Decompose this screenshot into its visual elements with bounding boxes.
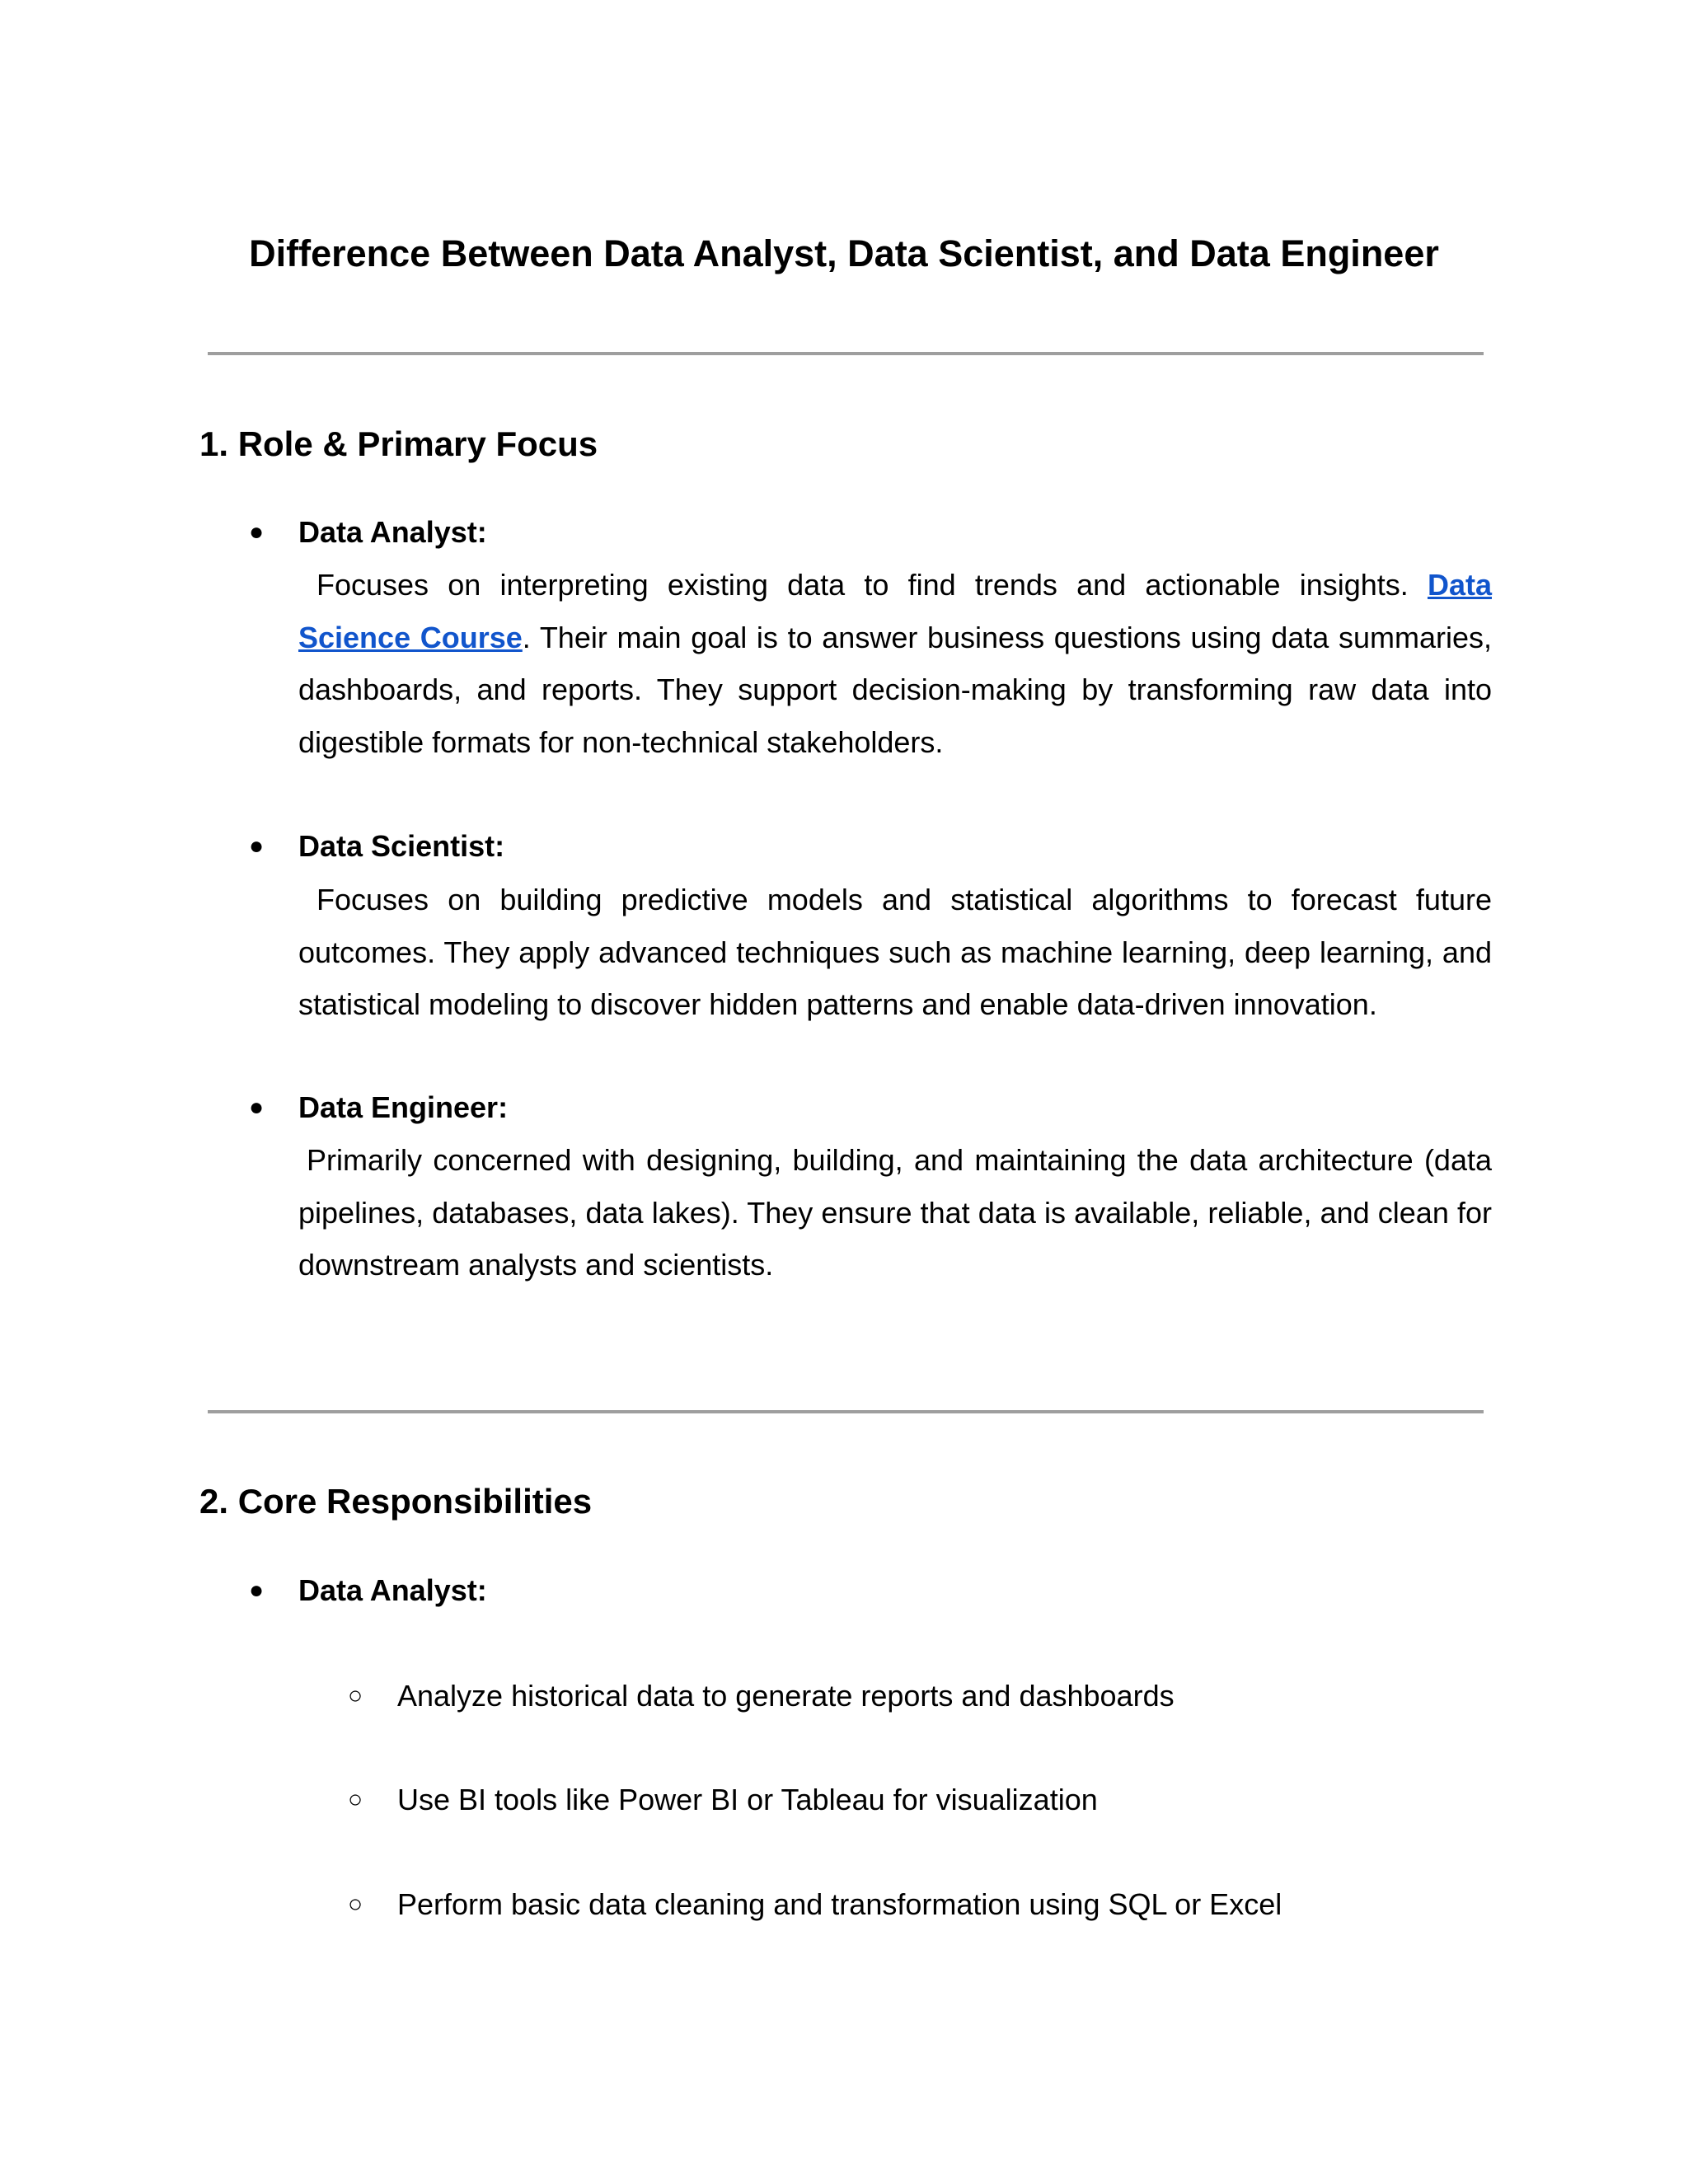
bullet-icon: ● [249,1577,265,1604]
paragraph-text: Focuses on interpreting existing data to find trends and actionable insights. [316,568,1428,602]
bullet-icon: ● [249,832,265,860]
horizontal-divider [208,1410,1484,1413]
item-label-data-analyst: Data Analyst: [298,515,487,549]
sub-bullet-icon: ○ [348,1891,363,1918]
paragraph-data-analyst [298,559,1492,768]
bullet-icon: ● [249,1094,265,1121]
data-science-course-link[interactable]: Data Science Course [298,568,1492,654]
paragraph-data-scientist [298,874,1492,1031]
list-item: Perform basic data cleaning and transformation using SQL or Excel [397,1887,1282,1921]
sub-bullet-icon: ○ [348,1682,363,1709]
document-title: Difference Between Data Analyst, Data Scientist, and Data Engineer [249,232,1439,274]
item-label-data-scientist: Data Scientist: [298,829,505,863]
list-item: Use BI tools like Power BI or Tableau for visualization [397,1783,1098,1816]
paragraph-data-engineer [298,1134,1492,1291]
sub-bullet-icon: ○ [348,1786,363,1813]
paragraph-text: . Their main goal is to answer business questions using data summaries, dashboards, and reports. They support decision-making by transforming raw data into digestible formats for non-technical stakeholders. [298,620,1493,759]
item-label-data-analyst-responsibilities: Data Analyst: [298,1573,487,1607]
section-heading-role-focus: 1. Role & Primary Focus [199,424,598,463]
paragraph-text: Focuses on building predictive models and statistical algorithms to forecast future outcomes. They apply advanced techniques such as machine learning, deep learning, and statistical modeling to discover hidden patterns and enable data-driven innovation. [298,883,1492,1021]
paragraph-text: Primarily concerned with designing, building, and maintaining the data architecture (data pipelines, databases, data lakes). They ensure that data is available, reliable, and clean for downstream analysts and scientists. [298,1143,1492,1282]
horizontal-divider [208,352,1484,355]
list-item: Analyze historical data to generate reports and dashboards [397,1679,1175,1713]
bullet-icon: ● [249,518,265,546]
section-heading-core-responsibilities: 2. Core Responsibilities [199,1482,593,1521]
item-label-data-engineer: Data Engineer: [298,1090,509,1124]
